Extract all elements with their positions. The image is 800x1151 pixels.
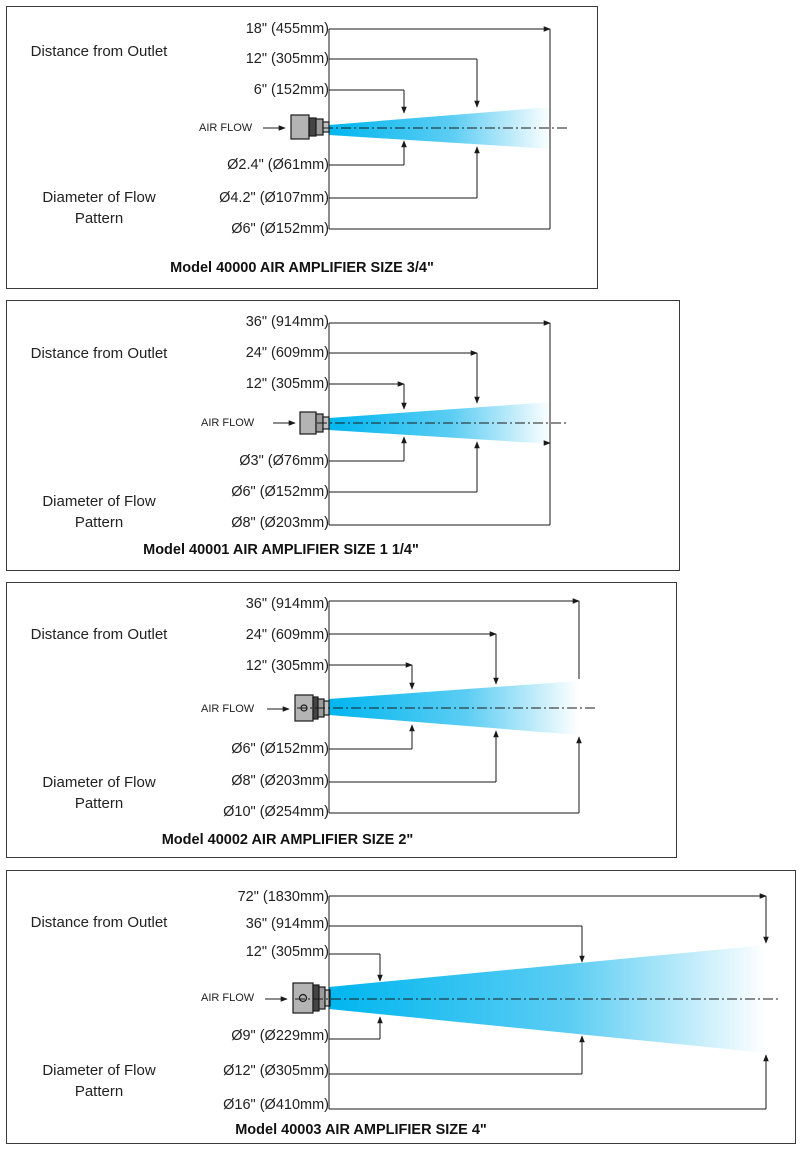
diameter-label-near: Ø2.4" (Ø61mm): [227, 157, 329, 173]
flow-pattern-diagram: [7, 871, 797, 1145]
distance-label-mid: 24" (609mm): [245, 345, 329, 361]
flow-pattern-diagram: [7, 7, 599, 290]
diameter-of-flow-pattern-label: Diameter of Flow Pattern: [42, 774, 156, 812]
airflow-label: AIR FLOW: [201, 417, 255, 429]
nozzle-icon: [293, 983, 330, 1013]
distance-label-mid: 24" (609mm): [245, 627, 329, 643]
distance-label-near: 12" (305mm): [245, 658, 329, 674]
flow-pattern-diagram: [7, 301, 681, 572]
diameter-label-mid: Ø8" (Ø203mm): [231, 773, 329, 789]
diameter-label-far: Ø8" (Ø203mm): [231, 515, 329, 531]
airflow-label: AIR FLOW: [201, 703, 255, 715]
diagram-panel-40001: [6, 300, 680, 571]
model-caption: Model 40001 AIR AMPLIFIER SIZE 1 1/4": [143, 542, 419, 558]
distance-label-mid: 12" (305mm): [245, 51, 329, 67]
diameter-label-far: Ø6" (Ø152mm): [231, 221, 329, 237]
distance-label-near: 12" (305mm): [245, 376, 329, 392]
airflow-label: AIR FLOW: [199, 122, 253, 134]
diameter-label-mid: Ø6" (Ø152mm): [231, 484, 329, 500]
diameter-label-far: Ø10" (Ø254mm): [223, 804, 329, 820]
diameter-of-flow-pattern-label: Diameter of Flow Pattern: [42, 493, 156, 531]
diagram-panel-40002: [6, 582, 677, 858]
diagram-panel-40003: [6, 870, 796, 1144]
distance-from-outlet-label: Distance from Outlet: [30, 626, 168, 643]
distance-label-far: 36" (914mm): [245, 314, 329, 330]
diameter-of-flow-pattern-label: Diameter of Flow Pattern: [42, 189, 156, 227]
distance-label-far: 36" (914mm): [245, 596, 329, 612]
distance-from-outlet-label: Distance from Outlet: [30, 914, 168, 931]
model-caption: Model 40000 AIR AMPLIFIER SIZE 3/4": [170, 260, 434, 276]
diameter-label-near: Ø3" (Ø76mm): [239, 453, 329, 469]
nozzle-icon: [291, 115, 329, 139]
distance-label-mid: 36" (914mm): [245, 916, 329, 932]
distance-label-near: 12" (305mm): [245, 944, 329, 960]
diagram-panel-40000: [6, 6, 598, 289]
distance-from-outlet-label: Distance from Outlet: [30, 345, 168, 362]
distance-label-far: 18" (455mm): [245, 21, 329, 37]
model-caption: Model 40003 AIR AMPLIFIER SIZE 4": [235, 1122, 487, 1138]
distance-label-far: 72" (1830mm): [237, 889, 329, 905]
distance-from-outlet-label: Distance from Outlet: [30, 43, 168, 60]
diameter-label-near: Ø9" (Ø229mm): [231, 1028, 329, 1044]
airflow-label: AIR FLOW: [201, 992, 255, 1004]
model-caption: Model 40002 AIR AMPLIFIER SIZE 2": [161, 832, 414, 848]
diameter-label-near: Ø6" (Ø152mm): [231, 741, 329, 757]
diameter-label-mid: Ø12" (Ø305mm): [223, 1063, 329, 1079]
diameter-of-flow-pattern-label: Diameter of Flow Pattern: [42, 1062, 156, 1100]
diameter-label-mid: Ø4.2" (Ø107mm): [219, 190, 329, 206]
diameter-label-far: Ø16" (Ø410mm): [223, 1097, 329, 1113]
distance-label-near: 6" (152mm): [253, 82, 329, 98]
flow-pattern-diagram: [7, 583, 678, 859]
